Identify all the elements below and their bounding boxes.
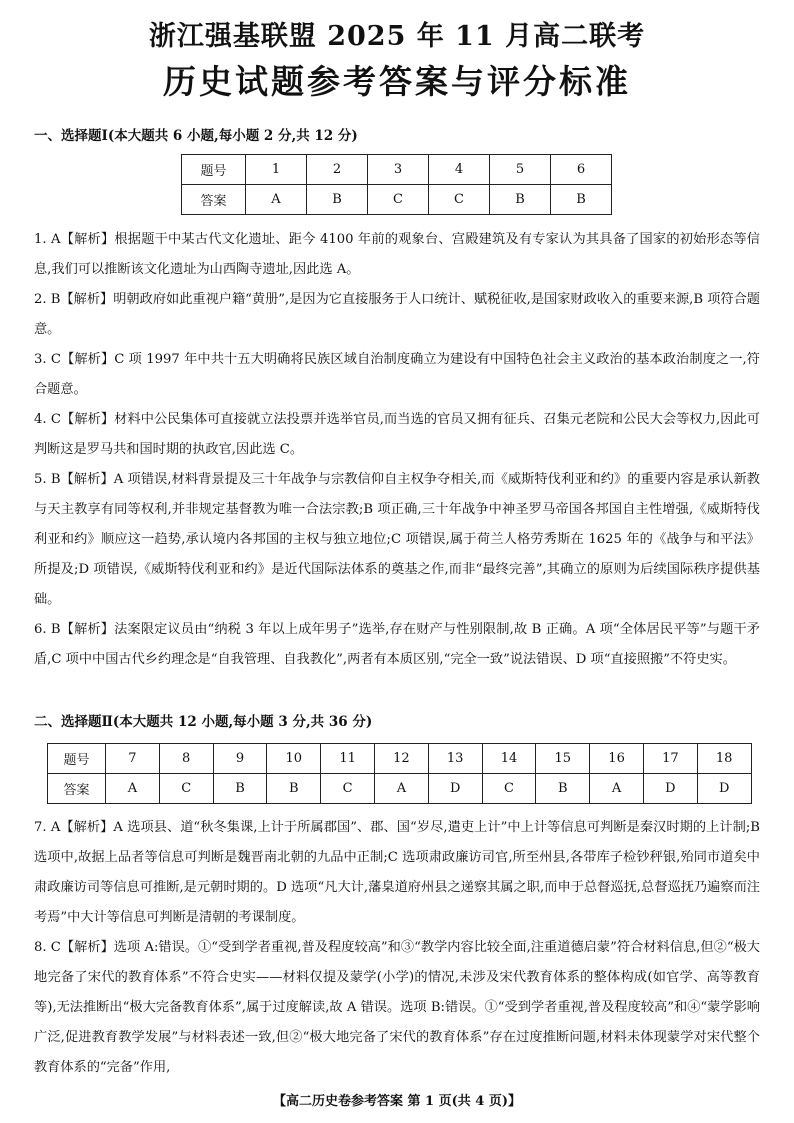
question-number-cell: 1	[246, 155, 307, 185]
question-number-cell: 14	[482, 744, 536, 774]
answer-cell: A	[246, 185, 307, 215]
answer-cell: A	[590, 774, 644, 804]
section2-heading: 二、选择题Ⅱ(本大题共 12 小题,每小题 3 分,共 36 分)	[34, 714, 373, 730]
question-number-cell: 10	[267, 744, 321, 774]
answer-cell: B	[490, 185, 551, 215]
explanation-q3: 3. C【解析】C 项 1997 年中共十五大明确将民族区域自治制度确立为建设有中国特色社会主义政治的基本政治制度之一,符合题意。	[34, 352, 760, 397]
answer-cell: B	[213, 774, 267, 804]
row-label-number: 题号	[48, 744, 106, 774]
question-number-cell: 12	[374, 744, 428, 774]
question-number-cell: 9	[213, 744, 267, 774]
answer-cell: B	[551, 185, 612, 215]
question-number-cell: 11	[321, 744, 375, 774]
question-number-cell: 5	[490, 155, 551, 185]
exam-title: 浙江强基联盟 2025 年 11 月高二联考	[148, 21, 646, 52]
answer-cell: A	[106, 774, 160, 804]
question-number-cell: 2	[307, 155, 368, 185]
answer-cell: A	[374, 774, 428, 804]
answer-cell: C	[429, 185, 490, 215]
document-subtitle: 历史试题参考答案与评分标准	[163, 62, 631, 101]
answer-cell: B	[307, 185, 368, 215]
explanation-q6: 6. B【解析】法案限定议员由“纳税 3 年以上成年男子”选举,存在财产与性别限制,故 B 正确。A 项“全体居民平等”与题干矛盾,C 项中中国古代乡约理念是“自我管理、自我教化”,两者有本质区别,“完全一致”说法错误、D 项“直接照搬”不符史实。	[34, 622, 760, 667]
row-label-number: 题号	[182, 155, 246, 185]
question-number-cell: 15	[536, 744, 590, 774]
question-number-cell: 17	[643, 744, 697, 774]
answer-cell: C	[159, 774, 213, 804]
table-row	[48, 774, 752, 804]
explanation-q5: 5. B【解析】A 项错误,材料背景提及三十年战争与宗教信仰自主权争夺相关,而《威斯特伐利亚和约》的重要内容是承认新教与天主教享有同等权利,并非规定基督教为唯一合法宗教;B 项正确,三十年战争中神圣罗马帝国各邦国自主性增强,《威斯特伐利亚和约》顺应这一趋势,承认境内各邦国的主权与独立地位;C 项错误,属于荷兰人格劳秀斯在 1625 年的《战争与和平法》所提及;D 项错误,《威斯特伐利亚和约》是近代国际法体系的奠基之作,而非“最终完善”,其确立的原则为后续国际秩序提供基础。	[34, 472, 760, 607]
question-number-cell: 6	[551, 155, 612, 185]
answer-cell: D	[428, 774, 482, 804]
answer-cell: B	[536, 774, 590, 804]
row-label-answer: 答案	[182, 185, 246, 215]
page-footer: 【高二历史卷参考答案 第 1 页(共 4 页)】	[272, 1094, 522, 1109]
section1-heading: 一、选择题Ⅰ(本大题共 6 小题,每小题 2 分,共 12 分)	[34, 128, 358, 144]
question-number-cell: 4	[429, 155, 490, 185]
explanation-q8: 8. C【解析】选项 A:错误。①“受到学者重视,普及程度较高”和③“教学内容比较全面,注重道德启蒙”符合材料信息,但②“极大地完备了宋代的教育体系”不符合史实——材料仅提及蒙学(小学)的情况,未涉及宋代教育体系的整体构成(如官学、高等教育等),无法推断出“极大完备教育体系”,属于过度解读,故 A 错误。选项 B:错误。①“受到学者重视,普及程度较高”和④“蒙学影响广泛,促进教育教学发展”与材料表述一致,但②“极大地完备了宋代的教育体系”存在过度推断问题,材料未体现蒙学对宋代整个教育体系的“完备”作用,	[34, 940, 760, 1075]
question-number-cell: 8	[159, 744, 213, 774]
answer-cell: D	[697, 774, 751, 804]
question-number-cell: 13	[428, 744, 482, 774]
explanation-q7: 7. A【解析】A 选项县、道“秋冬集课,上计于所属郡国”、郡、国“岁尽,遣吏上计”中上计等信息可判断是秦汉时期的上计制;B 选项中,故据上品者等信息可判断是魏晋南北朝的九品中正制;C 选项肃政廉访司官,所至州县,各带库子检钞秤银,殆同市道矣中肃政廉访司等信息可推断,是元朝时期的。D 选项“凡大计,藩臬道府州县之递察其属之职,而申于总督巡抚,总督巡抚乃遍察而注考焉”中大计等信息可判断是清朝的考课制度。	[34, 820, 760, 925]
answer-table-2	[47, 743, 752, 804]
answer-cell: C	[321, 774, 375, 804]
answer-cell: B	[267, 774, 321, 804]
table-row	[182, 185, 612, 215]
answer-table-1	[181, 154, 612, 215]
explanation-q4: 4. C【解析】材料中公民集体可直接就立法投票并选举官员,而当选的官员又拥有征兵、召集元老院和公民大会等权力,因此可判断这是罗马共和国时期的执政官,因此选 C。	[34, 412, 760, 457]
row-label-answer: 答案	[48, 774, 106, 804]
answer-cell: C	[368, 185, 429, 215]
question-number-cell: 3	[368, 155, 429, 185]
table-row	[182, 155, 612, 185]
question-number-cell: 18	[697, 744, 751, 774]
question-number-cell: 7	[106, 744, 160, 774]
explanation-q2: 2. B【解析】明朝政府如此重视户籍“黄册”,是因为它直接服务于人口统计、赋税征收,是国家财政收入的重要来源,B 项符合题意。	[34, 292, 760, 337]
answer-cell: D	[643, 774, 697, 804]
table-row	[48, 744, 752, 774]
explanation-q1: 1. A【解析】根据题干中某古代文化遗址、距今 4100 年前的观象台、宫殿建筑及有专家认为其具备了国家的初始形态等信息,我们可以推断该文化遗址为山西陶寺遗址,因此选 A。	[34, 232, 760, 277]
answer-cell: C	[482, 774, 536, 804]
question-number-cell: 16	[590, 744, 644, 774]
